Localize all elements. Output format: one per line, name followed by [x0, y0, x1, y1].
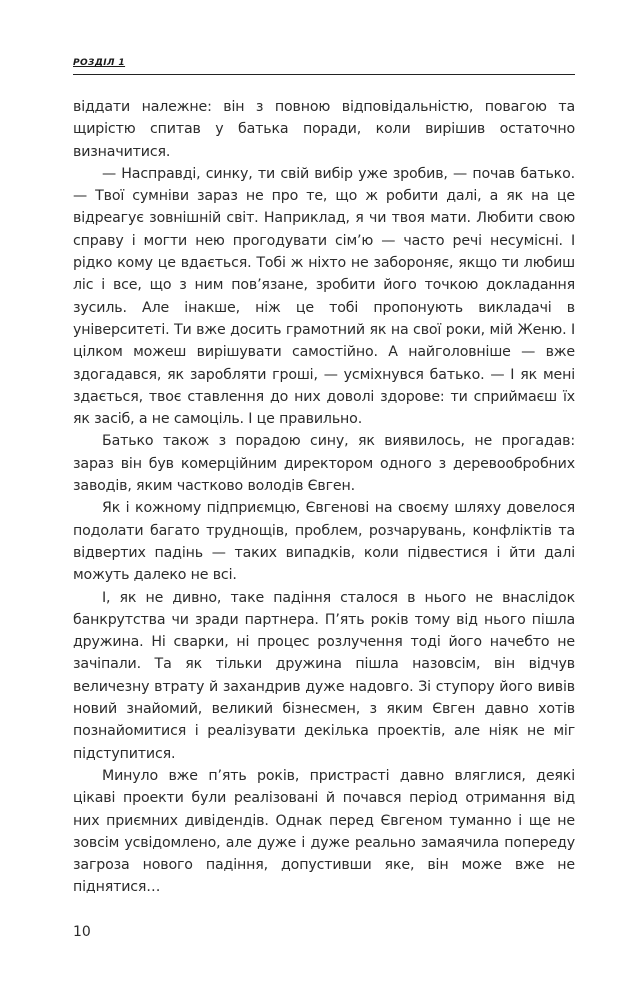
paragraph-5: І, як не дивно, таке падіння сталося в нього не внаслідок банкрутства чи зради партнера. П’ять років тому від нього пішла дружина. Ні сварки, ні процес розлучення тоді його начебто не зачіпали. Та як тільки дружина пішла назовсім, він відчув величезну втрату й захандрив дуже надовго. Зі ступору його вивів новий знайомий, великий бізнесмен, з яким Євген давно хотів познайомитися і реалізувати декілька проектів, але ніяк не міг підступитися. [73, 589, 575, 762]
paragraph-3: Батько також з порадою сину, як виявилось, не прогадав: зараз він був комерційним директором одного з деревообробних заводів, яким частково володів Євген. [73, 433, 575, 495]
body-text [73, 96, 575, 899]
running-header [73, 58, 575, 75]
paragraph-6: Минуло вже п’ять років, пристрасті давно вляглися, деякі цікаві проекти були реалізовані й почався період отримання від них приємних дивідендів. Однак перед Євгеном туманно і ще не зовсім усвідомлено, але дуже і дуже реально замаячила попереду загроза нового падіння, допустивши яке, він може вже не піднятися… [73, 767, 575, 896]
paragraph-1: віддати належне: він з повною відповідальністю, повагою та щирістю спитав у батька поради, коли вирішив остаточно визначитися. [73, 99, 575, 160]
page-number: 10 [73, 924, 91, 940]
section-label: РОЗДІЛ 1 [73, 58, 126, 68]
paragraph-2: — Насправді, синку, ти свій вибір уже зробив, — почав батько. — Твої сумніви зараз не про те, що ж робити далі, а як на це відреагує зовнішній світ. Наприклад, я чи твоя мати. Любити свою справу і могти нею прогодувати сім’ю — часто речі несумісні. І рідко кому це вдається. Тобі ж ніхто не забороняє, якщо ти любиш ліс і все, що з ним пов’язане, зробити його точкою докладання зусиль. Але інакше, ніж це тобі пропонують викладачі в університеті. Ти вже досить грамотний як на свої роки, мій Женю. І цілком можеш вирішувати самостійно. А найголовніше — вже здогадався, як заробляти гроші, — усміхнувся батько. — І як мені здається, твоє ставлення до них доволі здорове: ти сприймаєш їх як засіб, а не самоціль. І це правильно. [73, 165, 575, 428]
paragraph-4: Як і кожному підприємцю, Євгенові на своєму шляху довелося подолати багато труднощів, проблем, розчарувань, конфліктів та відвертих падінь — таких випадків, коли підвестися і йти далі можуть далеко не всі. [73, 500, 575, 584]
